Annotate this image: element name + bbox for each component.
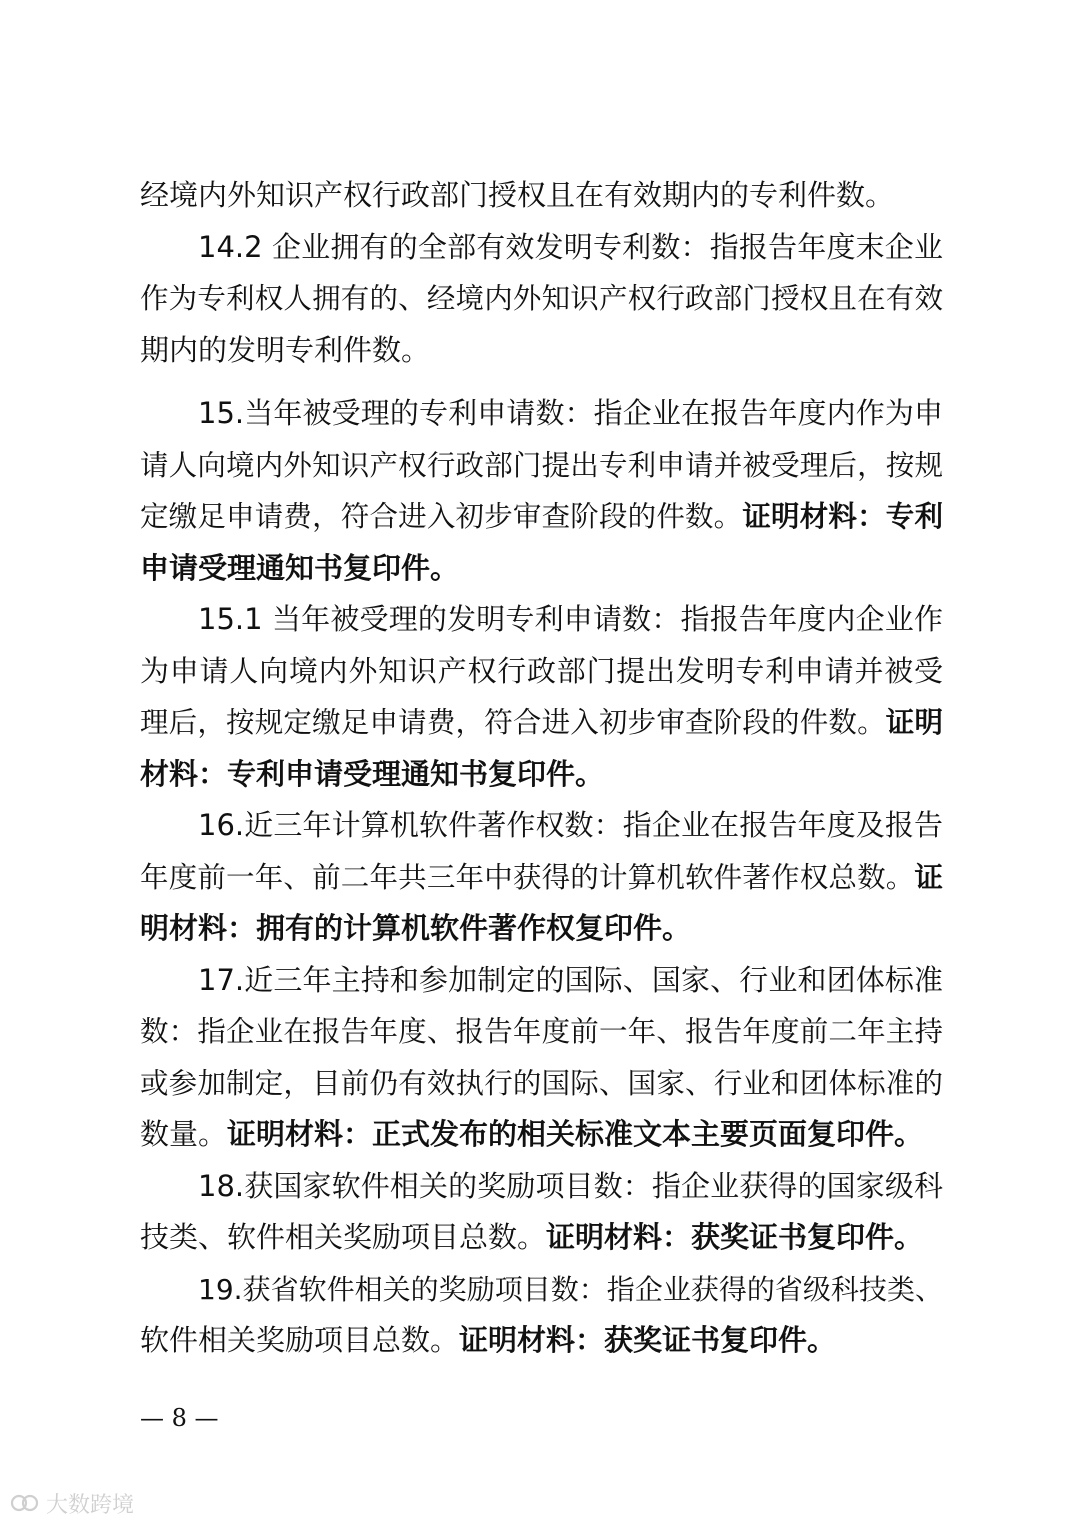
text-line: 16.近三年计算机软件著作权数：指企业在报告年度及报告 (198, 808, 943, 842)
text-line (140, 543, 943, 595)
evidence-label: 明材料：拥有的计算机软件著作权复印件。 (140, 911, 692, 945)
paragraph-18 (140, 1161, 943, 1264)
watermark (10, 1488, 134, 1518)
text-line: 请人向境内外知识产权行政部门提出专利申请并被受理后，按规 (140, 448, 943, 482)
text-line: 或参加制定，目前仍有效执行的国际、国家、行业和团体标准的 (140, 1066, 943, 1100)
paragraph-15 (140, 388, 943, 594)
text-line: 15.1 当年被受理的发明专利申请数：指报告年度内企业作 (198, 602, 943, 636)
text-line: 技类、软件相关奖励项目总数。证明材料：获奖证书复印件。 (140, 1220, 924, 1254)
paragraph-14-1-continuation (140, 170, 943, 222)
text-line (140, 749, 943, 801)
text-line: 数：指企业在报告年度、报告年度前一年、报告年度前二年主持 (140, 1015, 943, 1048)
watermark-text: 大数跨境 (46, 1492, 135, 1518)
brand-logo-icon (10, 1491, 40, 1515)
text-line: 经境内外知识产权行政部门授权且在有效期内的专利件数。 (140, 178, 895, 212)
paragraph-14-2 (140, 222, 943, 377)
text-line: 18.获国家软件相关的奖励项目数：指企业获得的国家级科 (198, 1168, 943, 1203)
text-line (140, 903, 943, 955)
evidence-label: 证明材料：获奖证书复印件。 (459, 1323, 837, 1357)
evidence-label: 证明材料：获奖证书复印件。 (546, 1220, 924, 1254)
paragraph-15-1 (140, 594, 943, 800)
text-line: 理后，按规定缴足申请费，符合进入初步审查阶段的件数。证明 (140, 706, 943, 739)
text-line: 数量。证明材料：正式发布的相关标准文本主要页面复印件。 (140, 1117, 924, 1151)
paragraph-19 (140, 1264, 943, 1367)
evidence-label: 材料：专利申请受理通知书复印件。 (140, 756, 605, 791)
text-line: 期内的发明专利件数。 (140, 332, 431, 367)
evidence-label: 证明 (885, 706, 943, 739)
text-line: 作为专利权人拥有的、经境内外知识产权行政部门授权且在有效 (140, 282, 943, 315)
page-number: — 8 — (140, 1404, 219, 1432)
document-body (140, 170, 943, 1367)
evidence-label: 证 (914, 860, 943, 894)
evidence-label: 证明材料：专利 (742, 500, 943, 533)
paragraph-16 (140, 800, 943, 955)
text-line: 为申请人向境内外知识产权行政部门提出发明专利申请并被受 (140, 653, 943, 688)
evidence-label: 证明材料：正式发布的相关标准文本主要页面复印件。 (227, 1117, 924, 1151)
text-line: 14.2 企业拥有的全部有效发明专利数：指报告年度末企业 (198, 229, 943, 264)
text-line: 软件相关奖励项目总数。证明材料：获奖证书复印件。 (140, 1323, 837, 1357)
text-line: 17.近三年主持和参加制定的国际、国家、行业和团体标准 (198, 962, 943, 997)
text-line: 19.获省软件相关的奖励项目数：指企业获得的省级科技类、 (198, 1272, 943, 1306)
evidence-label: 申请受理通知书复印件。 (140, 550, 460, 585)
paragraph-17 (140, 955, 943, 1161)
text-line: 定缴足申请费，符合进入初步审查阶段的件数。证明材料：专利 (140, 500, 943, 533)
text-line: 15.当年被受理的专利申请数：指企业在报告年度内作为申 (198, 396, 943, 430)
text-line: 年度前一年、前二年共三年中获得的计算机软件著作权总数。证 (140, 860, 943, 894)
